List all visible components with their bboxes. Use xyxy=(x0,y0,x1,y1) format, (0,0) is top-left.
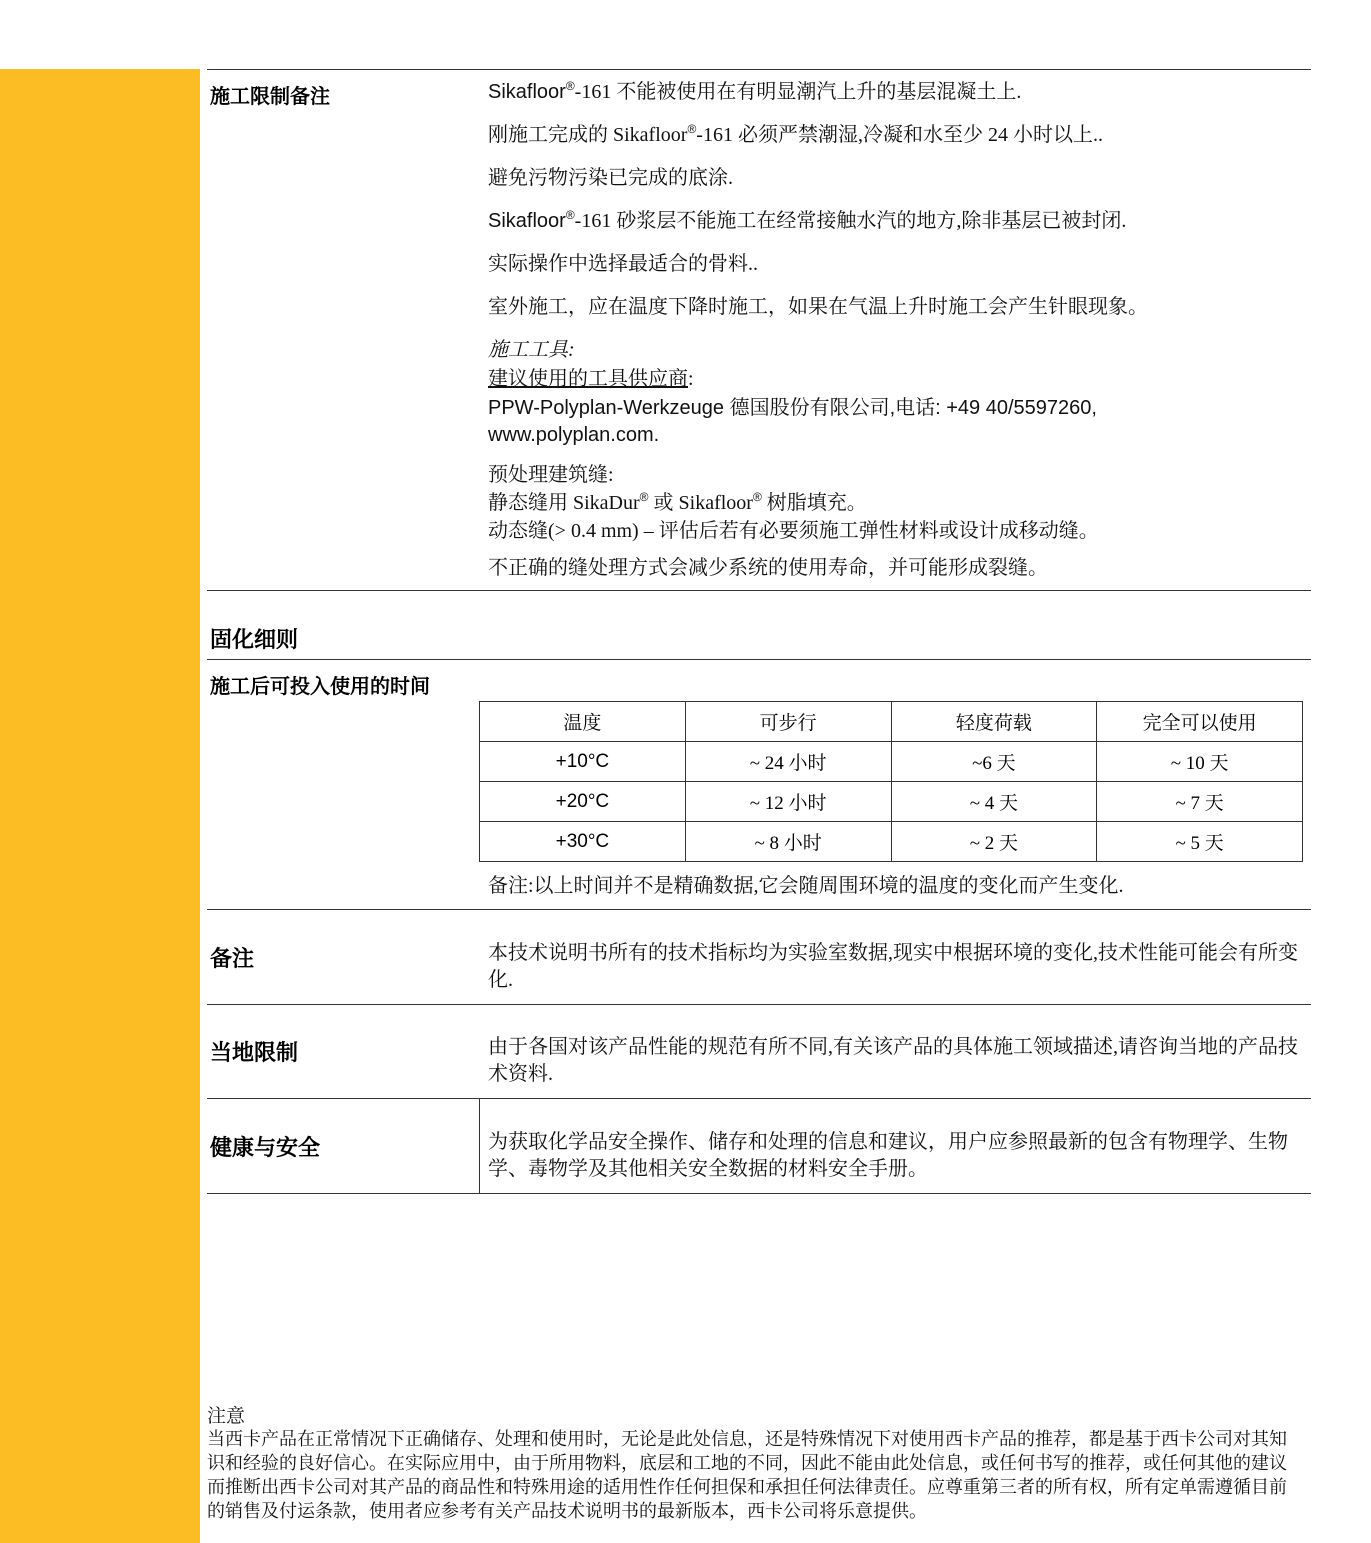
table-cell: ~ 12 小时 xyxy=(685,782,891,822)
curing-note: 备注:以上时间并不是精确数据,它会随周围环境的温度的变化而产生变化. xyxy=(488,875,1124,897)
restrictions-p1: Sikafloor®-161 不能被使用在有明显潮汽上升的基层混凝土上. xyxy=(488,79,1022,103)
notes-text: 本技术说明书所有的技术指标均为实验室数据,现实中根据环境的变化,技术性能可能会有所变化. xyxy=(488,942,1298,991)
header-full-use: 完全可以使用 xyxy=(1097,702,1303,742)
restrictions-label: 施工限制备注 xyxy=(210,84,330,108)
table-cell: ~6 天 xyxy=(891,742,1097,782)
footer-disclaimer: 当西卡产品在正常情况下正确储存、处理和使用时，无论是此处信息，还是特殊情况下对使用西卡产品的推荐，都是基于西卡公司对其知识和经验的良好信心。在实际应用中，由于所用物料，底层和工地的不同，因此不能由此处信息，或任何书写的推荐，或任何其他的建议而推断出西卡公司对其产品的商品性和特殊用途的适用性作任何担保和承担任何法律责任。应尊重第三者的所有权，所有定单需遵循目前的销售及付运条款，使用者应参考有关产品技术说明书的最新版本，西卡公司将乐意提供。 xyxy=(207,1429,1287,1521)
health-text: 为获取化学品安全操作、储存和处理的信息和建议，用户应参照最新的包含有物理学、生物学、毒物学及其他相关安全数据的材料安全手册。 xyxy=(488,1131,1288,1180)
table-row xyxy=(480,822,1303,862)
joint-warning: 不正确的缝处理方式会减少系统的使用寿命，并可能形成裂缝。 xyxy=(488,557,1048,579)
table-cell: ~ 2 天 xyxy=(891,822,1097,862)
joint-dynamic: 动态缝(> 0.4 mm) – 评估后若有必要须施工弹性材料或设计成移动缝。 xyxy=(488,520,1099,542)
health-divider-vertical xyxy=(479,1099,480,1193)
tools-supplier-line1: PPW-Polyplan-Werkzeuge 德国股份有限公司,电话: +49 40/5597260, xyxy=(488,397,1097,419)
notes-label: 备注 xyxy=(210,947,255,972)
table-row xyxy=(480,782,1303,822)
table-cell: +30°C xyxy=(480,822,686,862)
table-cell: ~ 7 天 xyxy=(1097,782,1303,822)
restrictions-p4: Sikafloor®-161 砂浆层不能施工在经常接触水汽的地方,除非基层已被封闭. xyxy=(488,208,1127,232)
local-label: 当地限制 xyxy=(210,1041,299,1066)
joint-static: 静态缝用 SikaDur® 或 Sikafloor® 树脂填充。 xyxy=(488,490,867,514)
restrictions-p3: 避免污物污染已完成的底涂. xyxy=(488,167,733,189)
restrictions-p6: 室外施工，应在温度下降时施工，如果在气温上升时施工会产生针眼现象。 xyxy=(488,296,1148,318)
footer-title: 注意 xyxy=(207,1406,246,1427)
curing-table xyxy=(479,701,1303,862)
tools-supplier-line2: www.polyplan.com. xyxy=(488,424,660,446)
table-cell: +20°C xyxy=(480,782,686,822)
curing-label: 施工后可投入使用的时间 xyxy=(210,674,430,698)
divider-health xyxy=(207,1193,1311,1194)
divider-restrictions xyxy=(207,590,1311,591)
divider-curing xyxy=(207,659,1311,660)
tools-title: 施工工具: xyxy=(488,339,575,361)
tools-subtitle: 建议使用的工具供应商: xyxy=(488,368,694,390)
table-cell: ~ 8 小时 xyxy=(685,822,891,862)
header-walkable: 可步行 xyxy=(685,702,891,742)
header-light-load: 轻度荷载 xyxy=(891,702,1097,742)
table-cell: ~ 5 天 xyxy=(1097,822,1303,862)
divider-local xyxy=(207,1098,1311,1099)
table-cell: ~ 4 天 xyxy=(891,782,1097,822)
curing-table-header xyxy=(480,702,1303,742)
table-cell: ~ 24 小时 xyxy=(685,742,891,782)
restrictions-p2: 刚施工完成的 Sikafloor®-161 必须严禁潮湿,冷凝和水至少 24 小时以上.. xyxy=(488,122,1103,146)
divider-top xyxy=(207,69,1311,70)
health-label: 健康与安全 xyxy=(210,1136,321,1161)
joint-title: 预处理建筑缝: xyxy=(488,464,614,486)
table-row xyxy=(480,742,1303,782)
divider-notes xyxy=(207,1004,1311,1005)
header-temperature: 温度 xyxy=(480,702,686,742)
table-cell: ~ 10 天 xyxy=(1097,742,1303,782)
divider-curing-end xyxy=(207,909,1311,910)
table-cell: +10°C xyxy=(480,742,686,782)
document-content xyxy=(207,0,1311,1543)
restrictions-p5: 实际操作中选择最适合的骨料.. xyxy=(488,253,758,275)
curing-heading: 固化细则 xyxy=(210,628,299,653)
sidebar-accent-bar xyxy=(0,69,200,1543)
local-text: 由于各国对该产品性能的规范有所不同,有关该产品的具体施工领域描述,请咨询当地的产品技术资料. xyxy=(488,1036,1298,1085)
